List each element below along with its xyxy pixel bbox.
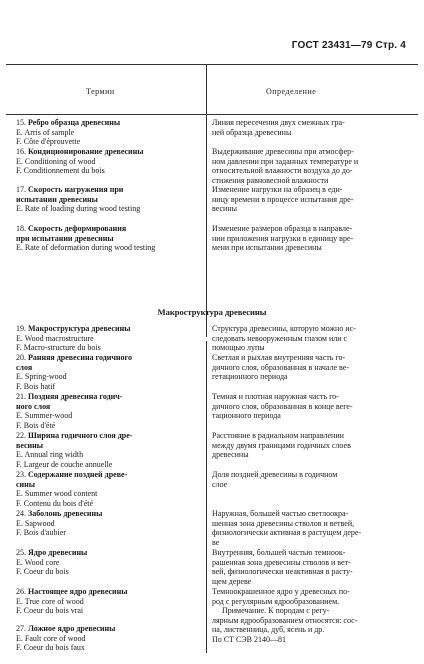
term-25: 25. Ядро древесины E. Wood core F. Coeur du bois [16,548,88,576]
definition-17: Изменение нагрузки на образец в еди- ницу времени в процессе испытания дре- весины [212,185,354,213]
term-19: 19. Макроструктура древесины E. Wood macrostructure F. Macro-structure du bois [16,324,131,352]
header-divider [206,64,207,114]
definition-column-header: Определение [266,87,317,96]
term-15: 15. Ребро образца древесины E. Arris of sample F. Côte d'éprouvette [16,118,121,146]
definition-16: Выдерживание древесины при атмосфер- ном давлении при заданных температуре и относительной влажности воздуха до до- стижения равновесной влажности [212,147,359,185]
column-divider-upper [206,114,207,337]
term-26: 26. Настоящее ядро древесины E. True core of wood F. Coeur du bois vrai [16,587,128,615]
definition-23: Доля поздней древесины в годичном слое [212,470,338,489]
term-20: 20. Ранняя древесина годичного слоя E. Spring-wood F. Bois hatif [16,353,132,391]
definition-22: Расстояние в радиальном направлении между двумя границами годичных слоев древесины [212,431,351,459]
term-column-header: Термин [86,87,115,96]
term-22: 22. Ширина годичного слоя дре- весины E. Annual ring width F. Largeur de couche annuelle [16,431,133,469]
term-16: 16. Кондиционирование древесины E. Conditioning of wood F. Conditionnement du bois [16,147,144,175]
standard-header: ГОСТ 23431—79 Стр. 4 [291,40,406,51]
definition-25: Внутренняя, большей частью темноок- рашенная зона древесины стволов и вет- вей, физиологически неактивная в расту- щем дереве [212,548,353,586]
definition-19: Структура древесины, которую можно ис- следовать невооруженным глазом или с помощью лупы [212,324,356,352]
definition-21: Темная и плотная наружная часть го- дичного слоя, образованная в конце веге- тационного периода [212,392,353,420]
term-21: 21. Поздняя древесина годич- ного слоя E. Summer-wood F. Bois d'été [16,392,123,430]
column-divider-lower [206,341,207,653]
definition-20: Светлая и рыхлая внутренняя часть го- дичного слоя, образованная в начале ве- гетационного периода [212,353,349,381]
term-17: 17. Скорость нагружения при испытании древесины E. Rate of loading during wood testing [16,185,141,213]
definition-24: Наружная, большей частью светлоокра- шенная зона древесины стволов и ветвей, физиологически активная в растущем дере- ве [212,509,362,547]
definition-26: Темноокрашенное ядро у древесных по- род с регулярным ядрообразованием. Примечание. К породам с регу- лярным ядрообразованием относятся: сос- на, лиственница, дуб, ясень и др. По СТ СЭВ 2140—81 [212,587,358,644]
section-title: Макроструктура древесины [157,307,267,317]
header-bottom-rule [6,114,418,115]
term-24: 24. Заболонь древесины E. Sapwood F. Bois d'aubier [16,509,103,537]
term-18: 18. Скорость деформирования при испытании древесины E. Rate of deformation during wood testing [16,224,156,252]
definition-15: Линия пересечения двух смежных гра- ней образца древесины [212,118,345,137]
term-23: 23. Содержание поздней древе- сины E. Summer wood content F. Contenu du bois d'été [16,470,128,508]
definition-18: Изменение размеров образца в направле- нии приложения нагрузки в единицу вре- мени при испытании древесины [212,224,354,252]
table-top-rule [6,64,418,65]
terms-table [6,64,418,654]
term-27: 27. Ложное ядро древесины E. Fault core of wood F. Coeur du bois faux [16,624,116,652]
